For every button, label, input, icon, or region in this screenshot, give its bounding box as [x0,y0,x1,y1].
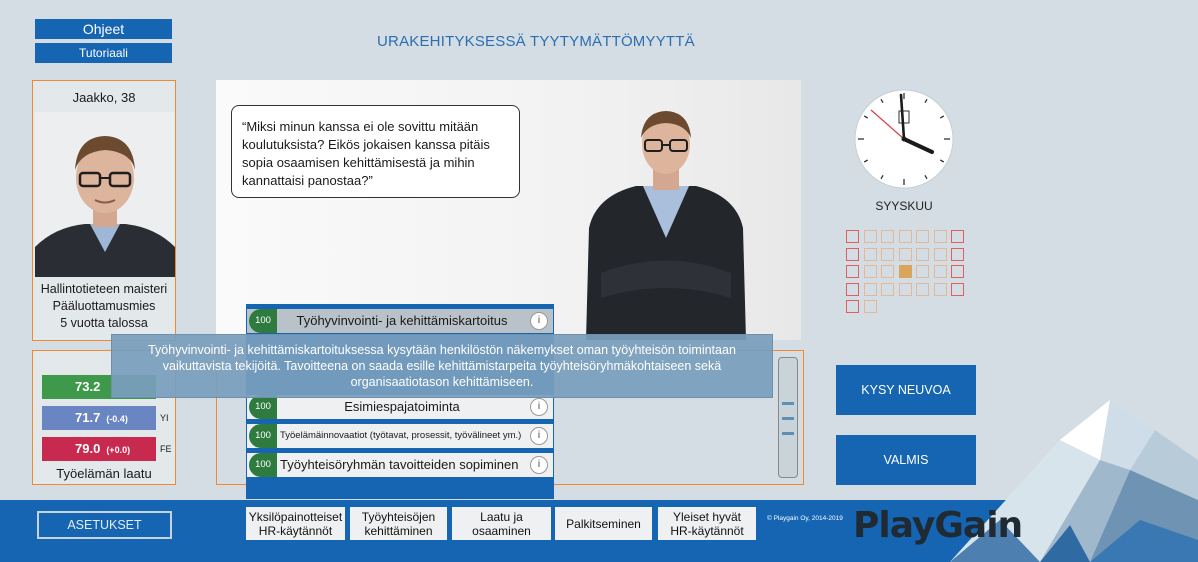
calendar-day [951,230,964,243]
tab-line: osaaminen [472,523,531,538]
info-icon[interactable]: i [530,312,548,330]
tab-line: Yleiset hyvät [672,509,742,524]
calendar-day [916,265,929,278]
tab-line: HR-käytännöt [258,523,333,538]
calendar-day [951,248,964,261]
tab-line: Laatu ja [480,509,523,524]
metric-value: 71.7 [75,410,101,425]
calendar-day [864,248,877,261]
brand-logo: PlayGain [853,505,1023,546]
settings-button[interactable]: ASETUKSET [37,511,172,539]
ask-advice-button[interactable]: KYSY NEUVOA [836,365,976,415]
tab-line: HR-käytännöt [670,523,744,538]
calendar-day [934,248,947,261]
tab-line: kehittäminen [364,523,433,538]
employee-card [32,80,176,341]
category-tab[interactable] [658,507,756,540]
help-button[interactable]: Ohjeet [35,19,172,39]
speech-bubble: “Miksi minun kanssa ei ole sovittu mitään koulutuksista? Eikös jokaisen kanssa pitäis sopia osaamisen kehittämisestä ja mihin kannattaisi panostaa?” [231,105,520,198]
calendar-day [899,265,912,278]
calendar-day [899,248,912,261]
metric-tag-fe: FE [160,444,172,454]
calendar-day [934,283,947,296]
calendar-day [881,248,894,261]
clock-icon [854,89,954,189]
category-tab[interactable] [555,507,652,540]
calendar-day [951,265,964,278]
calendar-day [916,283,929,296]
action-option[interactable] [247,424,553,448]
calendar-day [846,283,859,296]
tab-line: Yksilöpainotteiset [248,509,343,524]
metric-delta: (-0.4) [106,414,128,424]
metrics-label: Työelämän laatu [56,466,152,481]
calendar-day [846,300,859,313]
calendar-day [899,230,912,243]
employee-info [33,281,175,332]
calendar-day [864,265,877,278]
calendar-day [846,248,859,261]
metric-bar-yi [42,406,156,430]
option-score: 100 [249,395,277,419]
scrollbar-grip [782,402,794,405]
calendar-day [864,230,877,243]
done-button[interactable]: VALMIS [836,435,976,485]
month-label: SYYSKUU [875,199,933,213]
scrollbar-grip [782,417,794,420]
tutorial-button[interactable]: Tutoriaali [35,43,172,63]
action-option[interactable] [247,453,553,477]
action-option[interactable] [247,309,553,333]
scene-person-image [581,108,751,340]
info-icon[interactable]: i [530,427,548,445]
info-icon[interactable]: i [530,456,548,474]
calendar-day [916,230,929,243]
info-icon[interactable]: i [530,398,548,416]
calendar-day [881,283,894,296]
calendar-day [899,283,912,296]
calendar-day [846,230,859,243]
tab-line: Palkitseminen [566,516,641,531]
employee-role: Pääluottamusmies [52,299,156,313]
scrollbar[interactable] [778,357,798,478]
page-title: URAKEHITYKSESSÄ TYYTYMÄTTÖMYYTTÄ [377,33,695,50]
calendar-day [864,283,877,296]
category-tab[interactable] [452,507,551,540]
category-tab[interactable] [246,507,345,540]
scene [216,80,801,340]
calendar-day [881,265,894,278]
option-tooltip: Työhyvinvointi- ja kehittämiskartoituksessa kysytään henkilöstön näkemykset oman työyhteisön toimintaan vaikuttavista tekijöitä. Tavoitteena on saada esille kehittämistarpeita työyhteisöryhmäkohtaiseen sekä organisaatiotason kehittämiseen. [111,334,773,398]
copyright-text: © Playgain Oy, 2014-2019 [767,515,843,522]
metric-tag-yi: YI [160,413,169,423]
action-option[interactable] [247,395,553,419]
employee-name: Jaakko, 38 [72,90,136,105]
tab-line: Työyhteisöjen [361,509,436,524]
option-score: 100 [249,309,277,333]
option-score: 100 [249,424,277,448]
category-tab[interactable] [350,507,447,540]
metric-bar-fe [42,437,156,461]
calendar-day [846,265,859,278]
metric-value: 73.2 [75,379,101,394]
option-label: Työhyvinvointi- ja kehittämiskartoitus [296,313,508,328]
employee-degree: Hallintotieteen maisteri [40,282,168,296]
calendar-day [951,283,964,296]
calendar-day [934,265,947,278]
employee-tenure: 5 vuotta talossa [60,316,148,330]
option-label: Esimiespajatoiminta [344,399,460,414]
calendar-day [864,300,877,313]
calendar-day [934,230,947,243]
calendar-day [881,230,894,243]
option-label: Työelämäinnovaatiot (työtavat, prosessit, työvälineet ym.) [280,430,522,441]
metric-value: 79.0 [75,441,101,456]
calendar-day [916,248,929,261]
option-label: Työyhteisöryhmän tavoitteiden sopiminen [280,457,519,472]
metric-delta: (+0.0) [106,445,131,455]
option-score: 100 [249,453,277,477]
scrollbar-grip [782,432,794,435]
